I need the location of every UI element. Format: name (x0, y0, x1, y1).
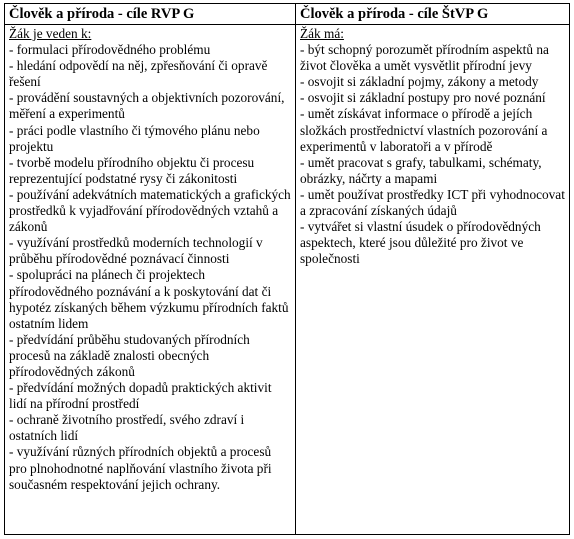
right-column-header: Člověk a příroda - cíle ŠtVP G (296, 4, 569, 25)
list-item: - osvojit si základní pojmy, zákony a metody (300, 74, 539, 90)
left-column-header: Člověk a příroda - cíle RVP G (5, 4, 296, 25)
left-goal-list (9, 42, 291, 493)
list-item: - umět používat prostředky ICT při vyhodnocovat a zpracování získaných údajů (300, 186, 565, 219)
list-item: - umět pracovat s grafy, tabulkami, schématy, obrázky, náčrty a mapami (300, 154, 542, 186)
list-item: - umět získávat informace o přírodě a jejích složkách prostřednictví vlastních pozorování a experimentů v laboratoři a v přírodě (300, 106, 548, 154)
list-item: - předvídání možných dopadů praktických aktivit lidí na přírodní prostředí (9, 380, 272, 412)
list-item: - využívání prostředků moderních technologií v průběhu přírodovědné poznávací činnosti (9, 235, 263, 267)
right-column-body (296, 25, 569, 534)
list-item: - vytvářet si vlastní úsudek o přírodovědných aspektech, které jsou důležité pro život ve společnosti (300, 219, 541, 267)
goals-table (4, 3, 570, 535)
list-item: - využívání různých přírodních objektů a procesů pro plnohodnotné naplňování vlastního života při současném respektování jejich ochrany. (9, 444, 272, 492)
left-column-body (5, 25, 296, 534)
list-item: - práci podle vlastního či týmového plánu nebo projektu (9, 122, 260, 154)
left-intro: Žák je veden k: (9, 26, 92, 41)
list-item: - provádění soustavných a objektivních pozorování, měření a experimentů (9, 90, 285, 122)
list-item: - předvídání průběhu studovaných přírodních procesů na základě znalosti obecných přírodovědných zákonů (9, 331, 250, 379)
list-item: - hledání odpovědí na něj, zpřesňování či opravě řešení (9, 58, 268, 90)
list-item: - ochraně životního prostředí, svého zdraví i ostatních lidí (9, 412, 245, 444)
list-item: - být schopný porozumět přírodním aspektů na život člověka a umět vysvětlit přírodní jevy (300, 42, 549, 74)
right-intro: Žák má: (300, 26, 344, 41)
list-item: - používání adekvátních matematických a grafických prostředků k vyjadřování přírodovědných vztahů a zákonů (9, 186, 291, 235)
right-goal-list (300, 42, 565, 267)
list-item: - tvorbě modelu přírodního objektu či procesu reprezentující podstatné rysy či zákonitosti (9, 154, 255, 186)
list-item: - spolupráci na plánech či projektech přírodovědného poznávání a k poskytování dat či hypotéz získaných během výzkumu přírodních faktů ostatním lidem (9, 267, 289, 331)
list-item: - formulaci přírodovědného problému (9, 42, 211, 58)
list-item: - osvojit si základní postupy pro nové poznání (300, 90, 546, 106)
